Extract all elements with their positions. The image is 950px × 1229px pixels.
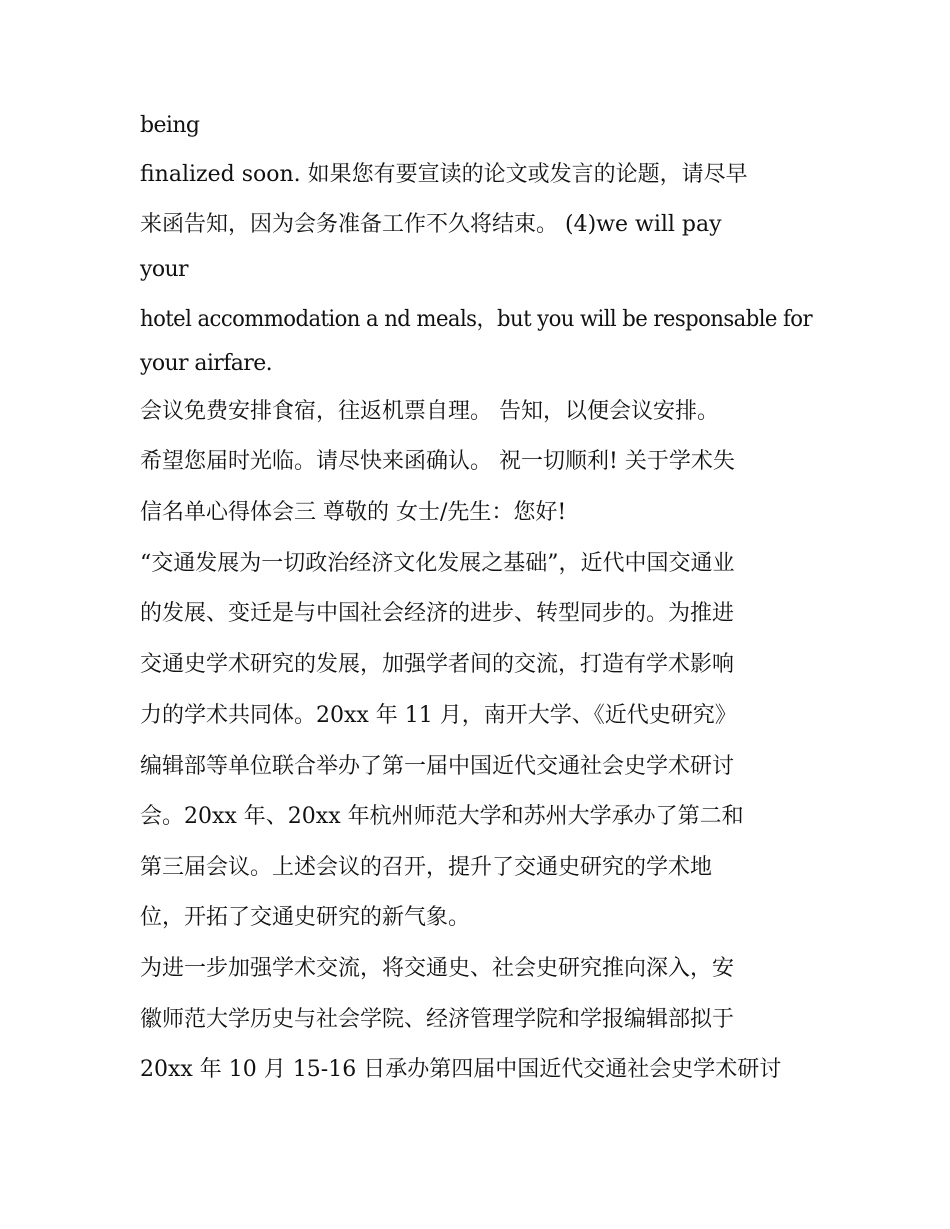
text-line: your [140,257,188,282]
text-line: 力的学术共同体。20xx 年 11 月，南开大学、《近代史研究》 [140,703,737,728]
text-line: 希望您届时光临。请尽快来函确认。 祝一切顺利! 关于学术失 [140,449,735,474]
text-line: finalized soon. 如果您有要宣读的论文或发言的论题，请尽早 [140,162,748,187]
text-line: 20xx 年 10 月 15-16 日承办第四届中国近代交通社会史学术研讨 [140,1057,782,1082]
text-line: “交通发展为一切政治经济文化发展之基础”，近代中国交通业 [140,551,735,576]
text-line: 会议免费安排食宿，往返机票自理。 告知，以便会议安排。 [140,399,719,424]
text-line: being [140,113,200,138]
text-line: 的发展、变迁是与中国社会经济的进步、转型同步的。为推进 [140,601,735,626]
text-line: 来函告知，因为会务准备工作不久将结束。 (4)we will pay [140,212,722,237]
text-line: hotel accommodation a nd meals，but you will be responsable for [140,307,812,332]
text-line: 第三届会议。上述会议的召开，提升了交通史研究的学术地 [140,855,713,880]
text-line: 为进一步加强学术交流，将交通史、社会史研究推向深入，安 [140,956,735,981]
text-line: 位，开拓了交通史研究的新气象。 [140,905,471,930]
text-line: your airfare. [140,351,273,376]
text-line: 交通史学术研究的发展，加强学者间的交流，打造有学术影响 [140,652,735,677]
text-line: 信名单心得体会三 尊敬的 女士/先生：您好! [140,500,567,525]
text-line: 编辑部等单位联合举办了第一届中国近代交通社会史学术研讨 [140,754,735,779]
text-line: 徽师范大学历史与社会学院、经济管理学院和学报编辑部拟于 [140,1007,735,1032]
text-line: 会。20xx 年、20xx 年杭州师范大学和苏州大学承办了第二和 [140,804,744,829]
